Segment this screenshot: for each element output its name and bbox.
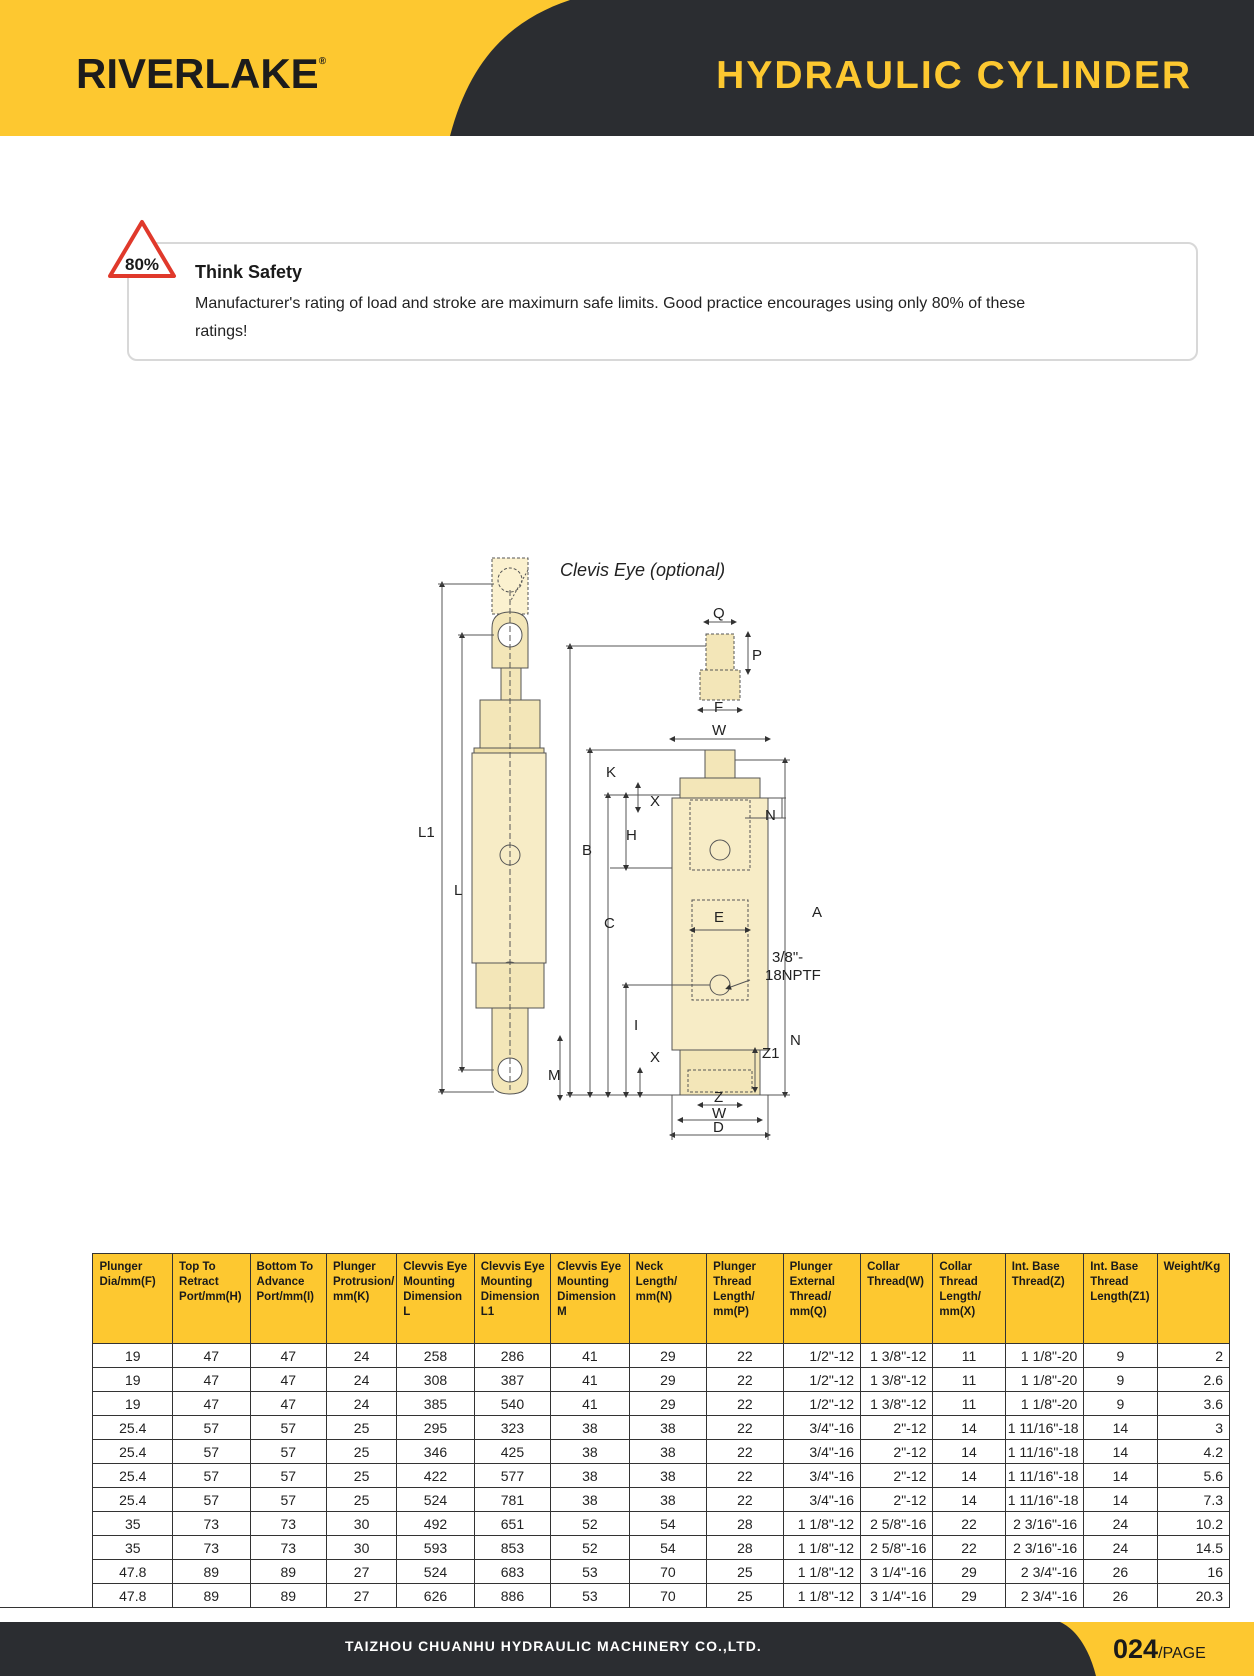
table-cell: 1/2"-12 [783, 1344, 860, 1368]
table-body [0, 1344, 1230, 1608]
table-cell: 1 1/8"-12 [783, 1560, 860, 1584]
table-header-cell: Collar Thread Length/ mm(X) [933, 1254, 1005, 1344]
table-cell: 1 1/8"-20 [1005, 1368, 1084, 1392]
table-header-cell: Plunger External Thread/ mm(Q) [783, 1254, 860, 1344]
table-cell: 626 [397, 1584, 474, 1608]
table-cell: 1 1/8"-12 [783, 1512, 860, 1536]
table-cell: 57 [173, 1464, 250, 1488]
label-w-bottom: W [712, 1105, 727, 1122]
page-number [1113, 1634, 1206, 1665]
table-cell: 57 [250, 1464, 326, 1488]
table-cell: 1 11/16"-18 [1005, 1488, 1084, 1512]
table-cell: 25 [326, 1488, 396, 1512]
table-cell: 2.6 [1157, 1368, 1229, 1392]
table-cell: 47 [173, 1392, 250, 1416]
table-row-blank [0, 1440, 93, 1464]
table-cell: 22 [933, 1536, 1005, 1560]
table-row [0, 1392, 1230, 1416]
table-cell: 14 [1084, 1464, 1157, 1488]
port-label-line1: 3/8"- [772, 949, 804, 966]
table-row-blank [0, 1584, 93, 1608]
table-cell: 14.5 [1157, 1536, 1229, 1560]
table-cell: 22 [707, 1392, 783, 1416]
table-header-cell: Plunger Thread Length/ mm(P) [707, 1254, 783, 1344]
table-cell: 2 [1157, 1344, 1229, 1368]
table-cell: 3/4"-16 [783, 1464, 860, 1488]
table-cell: 22 [707, 1344, 783, 1368]
label-n-bottom: N [790, 1032, 801, 1049]
table-cell: 14 [933, 1440, 1005, 1464]
table-cell: 22 [707, 1368, 783, 1392]
table-cell: 25.4 [93, 1416, 173, 1440]
table-cell: 11 [933, 1392, 1005, 1416]
label-d: D [713, 1119, 724, 1136]
table-cell: 286 [474, 1344, 550, 1368]
table-header-cell: Int. Base Thread(Z) [1005, 1254, 1084, 1344]
table-row-blank [0, 1416, 93, 1440]
table-cell: 1 3/8"-12 [861, 1392, 933, 1416]
table-row [0, 1368, 1230, 1392]
table-cell: 70 [629, 1584, 706, 1608]
label-a: A [812, 904, 823, 921]
table-cell: 22 [707, 1464, 783, 1488]
table-cell: 9 [1084, 1392, 1157, 1416]
table-cell: 27 [326, 1560, 396, 1584]
table-cell: 258 [397, 1344, 474, 1368]
table-cell: 22 [707, 1488, 783, 1512]
table-row [0, 1464, 1230, 1488]
table-header-cell: Clevvis Eye Mounting Dimension M [551, 1254, 630, 1344]
warning-percent-label: 80% [124, 255, 160, 274]
label-l1: L1 [418, 824, 435, 841]
table-cell: 29 [629, 1368, 706, 1392]
table-cell: 3 1/4"-16 [861, 1584, 933, 1608]
table-cell: 25 [326, 1464, 396, 1488]
table-cell: 3 [1157, 1416, 1229, 1440]
table-cell: 385 [397, 1392, 474, 1416]
table-header-cell: Weight/Kg [1157, 1254, 1229, 1344]
table-cell: 540 [474, 1392, 550, 1416]
table-row-blank [0, 1512, 93, 1536]
table-cell: 853 [474, 1536, 550, 1560]
table-row [0, 1560, 1230, 1584]
table-cell: 1 11/16"-18 [1005, 1440, 1084, 1464]
table-cell: 29 [629, 1392, 706, 1416]
table-cell: 47.8 [93, 1560, 173, 1584]
table-cell: 25.4 [93, 1464, 173, 1488]
cylinder-dimension-diagram [410, 550, 850, 1140]
table-cell: 89 [173, 1560, 250, 1584]
table-cell: 20.3 [1157, 1584, 1229, 1608]
table-cell: 25 [707, 1584, 783, 1608]
page-header [0, 0, 1254, 136]
label-p: P [752, 647, 763, 664]
table-cell: 28 [707, 1536, 783, 1560]
table-cell: 52 [551, 1512, 630, 1536]
table-cell: 38 [629, 1488, 706, 1512]
table-row-blank [0, 1392, 93, 1416]
table-cell: 47.8 [93, 1584, 173, 1608]
table-cell: 52 [551, 1536, 630, 1560]
table-cell: 14 [1084, 1488, 1157, 1512]
table-header-cell: Plunger Protrusion/ mm(K) [326, 1254, 396, 1344]
table-cell: 35 [93, 1536, 173, 1560]
label-k: K [606, 764, 617, 781]
table-row [0, 1344, 1230, 1368]
table-cell: 47 [250, 1344, 326, 1368]
page-title: HYDRAULIC CYLINDER [716, 54, 1192, 97]
table-cell: 1 1/8"-12 [783, 1536, 860, 1560]
label-h: H [626, 827, 637, 844]
table-cell: 323 [474, 1416, 550, 1440]
table-row [0, 1536, 1230, 1560]
table-cell: 19 [93, 1368, 173, 1392]
table-cell: 492 [397, 1512, 474, 1536]
table-cell: 2 3/4"-16 [1005, 1560, 1084, 1584]
table-cell: 57 [250, 1416, 326, 1440]
table-cell: 2 5/8"-16 [861, 1512, 933, 1536]
table-cell: 57 [173, 1416, 250, 1440]
table-cell: 47 [173, 1368, 250, 1392]
table-row [0, 1416, 1230, 1440]
label-i: I [634, 1017, 639, 1034]
table-row-blank [0, 1368, 93, 1392]
table-cell: 27 [326, 1584, 396, 1608]
table-cell: 2"-12 [861, 1440, 933, 1464]
port-label-line2: 18NPTF [765, 967, 821, 984]
table-cell: 73 [173, 1536, 250, 1560]
table-cell: 1 1/8"-20 [1005, 1392, 1084, 1416]
label-n-top: N [765, 807, 776, 824]
table-cell: 57 [250, 1440, 326, 1464]
table-cell: 7.3 [1157, 1488, 1229, 1512]
table-cell: 24 [326, 1392, 396, 1416]
table-cell: 4.2 [1157, 1440, 1229, 1464]
table-cell: 38 [629, 1464, 706, 1488]
table-cell: 54 [629, 1536, 706, 1560]
table-cell: 577 [474, 1464, 550, 1488]
table-cell: 22 [707, 1440, 783, 1464]
table-cell: 2 3/4"-16 [1005, 1584, 1084, 1608]
clevis-eye-caption: Clevis Eye (optional) [560, 560, 726, 580]
table-cell: 22 [707, 1416, 783, 1440]
table-cell: 73 [173, 1512, 250, 1536]
table-cell: 593 [397, 1536, 474, 1560]
label-c: C [604, 915, 615, 932]
label-z: Z [714, 1089, 724, 1106]
table-cell: 25 [326, 1440, 396, 1464]
warning-triangle-icon [106, 218, 178, 282]
table-cell: 38 [629, 1416, 706, 1440]
table-cell: 24 [326, 1368, 396, 1392]
table-header-cell: Plunger Dia/mm(F) [93, 1254, 173, 1344]
table-header-cell: Clevvis Eye Mounting Dimension L [397, 1254, 474, 1344]
table-header-cell: Collar Thread(W) [861, 1254, 933, 1344]
table-cell: 295 [397, 1416, 474, 1440]
table-cell: 38 [629, 1440, 706, 1464]
table-header-cell: Clevvis Eye Mounting Dimension L1 [474, 1254, 550, 1344]
table-cell: 54 [629, 1512, 706, 1536]
registered-mark: ® [318, 56, 327, 67]
label-w-top: W [712, 722, 727, 739]
table-cell: 25.4 [93, 1488, 173, 1512]
table-cell: 1 11/16"-18 [1005, 1416, 1084, 1440]
table-cell: 3.6 [1157, 1392, 1229, 1416]
table-cell: 47 [250, 1368, 326, 1392]
table-cell: 25 [707, 1560, 783, 1584]
table-cell: 5.6 [1157, 1464, 1229, 1488]
table-cell: 10.2 [1157, 1512, 1229, 1536]
table-cell: 9 [1084, 1344, 1157, 1368]
table-cell: 22 [933, 1512, 1005, 1536]
table-cell: 16 [1157, 1560, 1229, 1584]
table-cell: 35 [93, 1512, 173, 1536]
table-cell: 1 3/8"-12 [861, 1344, 933, 1368]
safety-text: Manufacturer's rating of load and stroke are maximurn safe limits. Good practice encourages using only 80% of these ratings! [195, 295, 1026, 340]
table-cell: 57 [173, 1488, 250, 1512]
table-cell: 14 [933, 1464, 1005, 1488]
label-f: F [714, 699, 724, 716]
table-header-cell: Int. Base Thread Length(Z1) [1084, 1254, 1157, 1344]
table-cell: 422 [397, 1464, 474, 1488]
table-cell: 26 [1084, 1560, 1157, 1584]
table-cell: 38 [551, 1464, 630, 1488]
table-cell: 524 [397, 1560, 474, 1584]
table-cell: 47 [250, 1392, 326, 1416]
table-cell: 1 11/16"-18 [1005, 1464, 1084, 1488]
safety-title: Think Safety [195, 262, 303, 282]
table-cell: 308 [397, 1368, 474, 1392]
table-cell: 73 [250, 1536, 326, 1560]
table-row [0, 1584, 1230, 1608]
table-cell: 2 5/8"-16 [861, 1536, 933, 1560]
table-cell: 1/2"-12 [783, 1392, 860, 1416]
table-cell: 38 [551, 1440, 630, 1464]
table-row-blank [0, 1464, 93, 1488]
brand-name: RIVERLAKE [76, 50, 319, 97]
table-cell: 19 [93, 1344, 173, 1368]
table-cell: 3/4"-16 [783, 1416, 860, 1440]
footer-company-name: TAIZHOU CHUANHU HYDRAULIC MACHINERY CO.,LTD. [345, 1638, 762, 1654]
page-number-value: 024 [1113, 1634, 1159, 1664]
table-cell: 14 [1084, 1416, 1157, 1440]
table-row-blank [0, 1344, 93, 1368]
table-cell: 3 1/4"-16 [861, 1560, 933, 1584]
table-cell: 14 [933, 1416, 1005, 1440]
table-cell: 1 3/8"-12 [861, 1368, 933, 1392]
table-cell: 41 [551, 1344, 630, 1368]
table-cell: 73 [250, 1512, 326, 1536]
table-cell: 24 [326, 1344, 396, 1368]
label-q: Q [713, 605, 725, 622]
table-cell: 2"-12 [861, 1464, 933, 1488]
table-cell: 41 [551, 1368, 630, 1392]
spec-table [0, 1253, 1230, 1608]
table-cell: 53 [551, 1584, 630, 1608]
table-cell: 53 [551, 1560, 630, 1584]
table-cell: 38 [551, 1488, 630, 1512]
table-cell: 683 [474, 1560, 550, 1584]
table-row-blank [0, 1488, 93, 1512]
table-cell: 1 1/8"-20 [1005, 1344, 1084, 1368]
table-cell: 2"-12 [861, 1416, 933, 1440]
page-label: /PAGE [1158, 1645, 1206, 1662]
label-m: M [548, 1067, 561, 1084]
table-cell: 886 [474, 1584, 550, 1608]
table-cell: 47 [173, 1344, 250, 1368]
table-row [0, 1512, 1230, 1536]
table-cell: 9 [1084, 1368, 1157, 1392]
table-row [0, 1440, 1230, 1464]
table-cell: 26 [1084, 1584, 1157, 1608]
table-cell: 346 [397, 1440, 474, 1464]
table-header-blank [0, 1254, 93, 1344]
table-header-row [0, 1254, 1230, 1344]
table-cell: 387 [474, 1368, 550, 1392]
table-cell: 651 [474, 1512, 550, 1536]
table-cell: 25 [326, 1416, 396, 1440]
table-cell: 11 [933, 1344, 1005, 1368]
table-cell: 30 [326, 1536, 396, 1560]
table-cell: 2"-12 [861, 1488, 933, 1512]
table-cell: 14 [933, 1488, 1005, 1512]
table-cell: 524 [397, 1488, 474, 1512]
table-cell: 41 [551, 1392, 630, 1416]
table-cell: 30 [326, 1512, 396, 1536]
table-cell: 89 [250, 1584, 326, 1608]
table-cell: 57 [250, 1488, 326, 1512]
table-cell: 19 [93, 1392, 173, 1416]
table-cell: 57 [173, 1440, 250, 1464]
table-cell: 3/4"-16 [783, 1488, 860, 1512]
label-x-bottom: X [650, 1049, 661, 1066]
table-cell: 89 [250, 1560, 326, 1584]
table-cell: 2 3/16"-16 [1005, 1536, 1084, 1560]
table-cell: 11 [933, 1368, 1005, 1392]
table-cell: 781 [474, 1488, 550, 1512]
table-cell: 14 [1084, 1440, 1157, 1464]
table-cell: 25.4 [93, 1440, 173, 1464]
table-cell: 24 [1084, 1536, 1157, 1560]
label-z1: Z1 [762, 1045, 780, 1062]
table-cell: 1/2"-12 [783, 1368, 860, 1392]
table-header-cell: Top To Retract Port/mm(H) [173, 1254, 250, 1344]
spec-table-wrap [0, 1253, 1230, 1608]
table-cell: 29 [629, 1344, 706, 1368]
label-b: B [582, 842, 593, 859]
table-cell: 89 [173, 1584, 250, 1608]
table-row-blank [0, 1560, 93, 1584]
table-cell: 425 [474, 1440, 550, 1464]
table-cell: 70 [629, 1560, 706, 1584]
label-x-top: X [650, 793, 661, 810]
table-cell: 29 [933, 1560, 1005, 1584]
table-cell: 3/4"-16 [783, 1440, 860, 1464]
table-header-cell: Bottom To Advance Port/mm(I) [250, 1254, 326, 1344]
table-cell: 1 1/8"-12 [783, 1584, 860, 1608]
table-row [0, 1488, 1230, 1512]
table-cell: 38 [551, 1416, 630, 1440]
table-row-blank [0, 1536, 93, 1560]
table-cell: 28 [707, 1512, 783, 1536]
table-header-cell: Neck Length/ mm(N) [629, 1254, 706, 1344]
brand-logo [76, 50, 326, 98]
label-e: E [714, 909, 725, 926]
table-cell: 24 [1084, 1512, 1157, 1536]
label-l: L [454, 882, 463, 899]
table-cell: 2 3/16"-16 [1005, 1512, 1084, 1536]
table-cell: 29 [933, 1584, 1005, 1608]
